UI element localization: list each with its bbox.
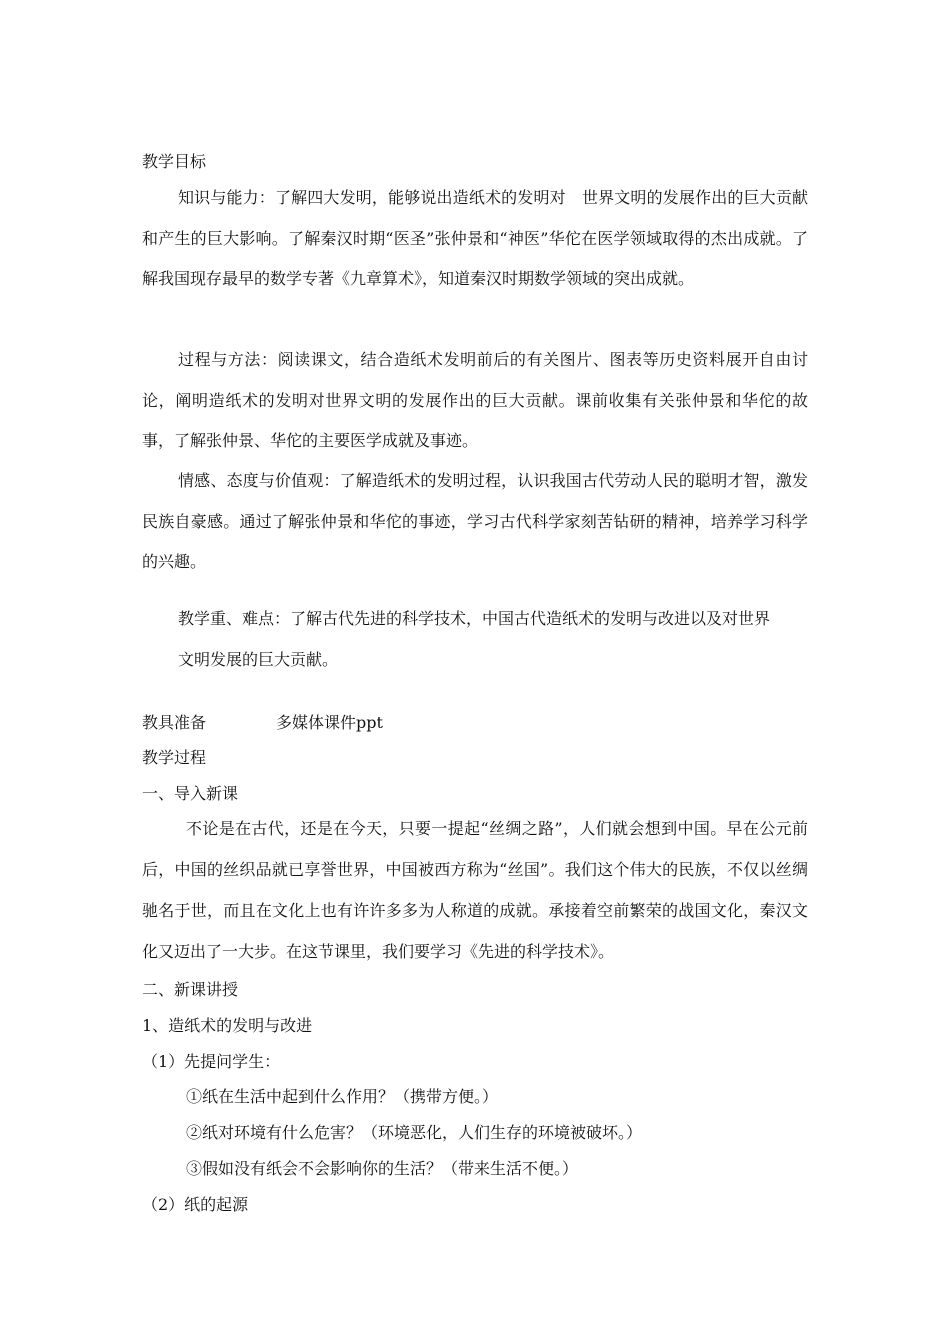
subsection-paper: 1、造纸术的发明与改进 bbox=[142, 1016, 313, 1035]
key-points-line-2: 文明发展的巨大贡献。 bbox=[178, 650, 339, 669]
intro-paragraph: 不论是在古代，还是在今天，只要一提起“丝绸之路”，人们就会想到中国。早在公元前后，中国的丝织品就已享誉世界，中国被西方称为“丝国”。我们这个伟大的民族，不仅以丝绸驰名于世，而且在文化上也有许许多多为人称道的成就。承接着空前繁荣的战国文化，秦汉文化又迈出了一大步。在这节课里，我们要学习《先进的科学技术》。 bbox=[142, 819, 808, 961]
objectives-heading: 教学目标 bbox=[142, 152, 207, 171]
tools-value: 多媒体课件ppt bbox=[276, 713, 383, 732]
knowledge-paragraph: 知识与能力：了解四大发明，能够说出造纸术的发明对 世界文明的发展作出的巨大贡献和产生的巨大影响。了解秦汉时期“医圣”张仲景和“神医”华佗在医学领域取得的杰出成就。了解我国现存最早的数学专著《九章算术》，知道秦汉时期数学领域的突出成就。 bbox=[142, 188, 808, 288]
process-heading: 教学过程 bbox=[142, 748, 207, 767]
tools-label: 教具准备 bbox=[142, 713, 207, 732]
intro-heading: 一、导入新课 bbox=[142, 784, 239, 803]
paper-origin-heading: （2）纸的起源 bbox=[142, 1195, 249, 1214]
question-heading: （1）先提问学生： bbox=[142, 1052, 281, 1071]
key-points-line-1: 教学重、难点：了解古代先进的科学技术，中国古代造纸术的发明与改进以及对世界 bbox=[178, 609, 771, 628]
tools-line bbox=[142, 713, 383, 733]
question-1: ①纸在生活中起到什么作用？（携带方便。） bbox=[186, 1087, 499, 1106]
process-method-paragraph: 过程与方法：阅读课文，结合造纸术发明前后的有关图片、图表等历史资料展开自由讨论，阐明造纸术的发明对世界文明的发展作出的巨大贡献。课前收集有关张仲景和华佗的故事，了解张仲景、华佗的主要医学成就及事迹。 bbox=[142, 350, 808, 450]
emotion-paragraph: 情感、态度与价值观：了解造纸术的发明过程，认识我国古代劳动人民的聪明才智，激发民族自豪感。通过了解张仲景和华佗的事迹，学习古代科学家刻苦钻研的精神，培养学习科学的兴趣。 bbox=[142, 471, 808, 571]
question-3: ③假如没有纸会不会影响你的生活？（带来生活不便。） bbox=[186, 1159, 579, 1178]
new-lesson-heading: 二、新课讲授 bbox=[142, 980, 239, 999]
question-2: ②纸对环境有什么危害？（环境恶化，人们生存的环境被破坏。） bbox=[186, 1123, 643, 1142]
